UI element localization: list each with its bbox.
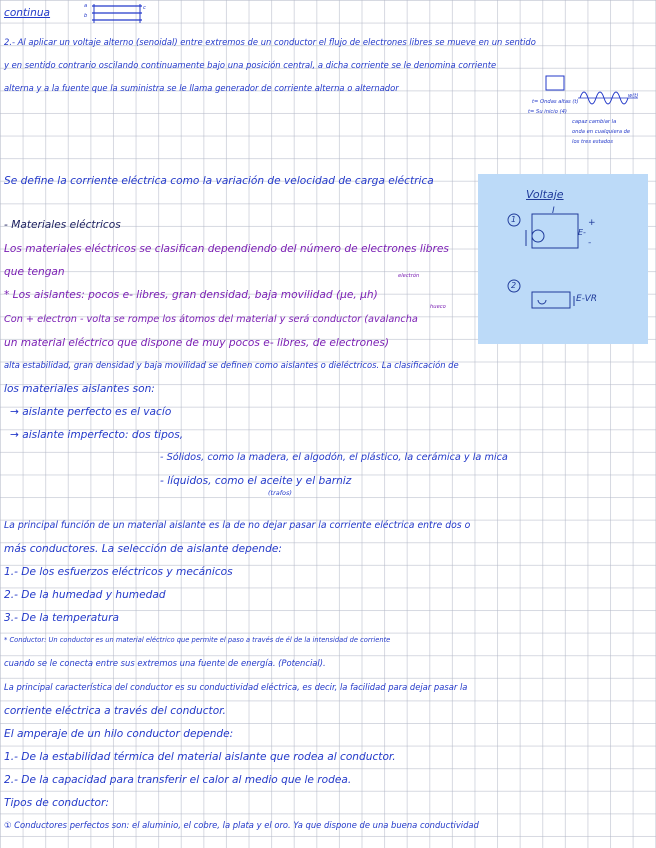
wave-note-left-2: t= Su inicio (4): [528, 109, 567, 115]
current-definition: Se define la corriente eléctrica como la variación de velocidad de carga eléctrica: [4, 175, 434, 187]
wave-note-right-2: onda en cualquiera de: [572, 129, 631, 135]
liquids-item: - líquidos, como el aceite y el barniz: [160, 475, 352, 487]
function-line-2: más conductores. La selección de aislante depende:: [4, 543, 282, 555]
wave-note-right-3: los tres estados: [572, 139, 613, 145]
circle-label-1: 1: [511, 215, 517, 224]
conductor-types: Tipos de conductor:: [4, 797, 109, 809]
voltage-diagram-panel: [478, 174, 648, 344]
circle-label-2: 2: [511, 281, 517, 290]
function-item-1: 1.- De los esfuerzos eléctricos y mecánicos: [4, 566, 233, 578]
note-hueco: hueco: [430, 304, 446, 310]
conductor-def-2: cuando se le conecta entre sus extremos una fuente de energía. (Potencial).: [4, 658, 326, 668]
marker-a: a: [84, 3, 88, 9]
note-electron: electrón: [398, 273, 420, 279]
materials-line-2: que tengan: [4, 266, 65, 278]
marker-c: c: [143, 5, 146, 11]
imperfect-insulator: → aislante imperfecto: dos tipos,: [10, 429, 184, 441]
generator-sine-wave-icon: [520, 72, 656, 112]
materials-blue-line-3: alta estabilidad, gran densidad y baja movilidad se definen como aislantes o dieléctricos. La clasificación de: [4, 360, 459, 370]
wave-note-left-1: t= Ondas altas (t): [532, 99, 579, 105]
ac-line-1: 2.- Al aplicar un voltaje alterno (senoidal) entre extremos de un conductor el flujo de electrones libres se mueve en un sentido: [4, 37, 536, 47]
current-symbol: I: [552, 206, 555, 216]
voltage-title: Voltaje: [526, 188, 564, 201]
continued-label: continua: [4, 7, 51, 19]
solids-item: - Sólidos, como la madera, el algodón, el plástico, la cerámica y la mica: [160, 452, 508, 463]
minus-sign: -: [588, 238, 592, 248]
ac-line-3: alterna y a la fuente que la suministra se le llama generador de corriente alterna o alternador: [4, 83, 399, 93]
materials-purple-line-1: Con + electron - volta se rompe los átomos del material y será conductor (avalancha: [4, 314, 418, 325]
conductor-char-2: corriente eléctrica a través del conductor.: [4, 705, 226, 717]
conductor-def-1: * Conductor: Un conductor es un material eléctrico que permite el paso a través de él de la intensidad de corriente: [4, 636, 391, 644]
ampacity-item-1: 1.- De la estabilidad térmica del material aislante que rodea al conductor.: [4, 751, 396, 763]
materials-line-1: Los materiales eléctricos se clasifican dependiendo del número de electrones libres: [4, 243, 449, 255]
triple-line-marker-icon: [82, 2, 162, 26]
materials-heading: - Materiales eléctricos: [4, 219, 121, 231]
marker-b: b: [84, 13, 88, 19]
perfect-insulator: → aislante perfecto es el vacío: [10, 406, 172, 418]
second-circuit-label: E-VR: [576, 294, 597, 304]
e-minus-label: E-: [578, 228, 586, 237]
ac-line-2: y en sentido contrario oscilando continuamente bajo una posición central, a dicha corriente se le denomina corriente: [4, 60, 497, 70]
materials-blue-line-4: los materiales aislantes son:: [4, 383, 155, 395]
conductor-char-1: La principal característica del conductor es su conductividad eléctrica, es decir, la facilidad para dejar pasar la: [4, 682, 468, 692]
function-item-2: 2.- De la humedad y humedad: [4, 589, 166, 601]
perfect-conductors: ① Conductores perfectos son: el aluminio, el cobre, la plata y el oro. Ya que dispone de una buena conductividad: [4, 820, 479, 830]
ampacity-line: El amperaje de un hilo conductor depende:: [4, 728, 234, 740]
insulators-line: * Los aislantes: pocos e- libres, gran densidad, baja movilidad (μe, μh): [4, 289, 378, 301]
function-line-1: La principal función de un material aislante es la de no dejar pasar la corriente eléctrica entre dos o: [4, 520, 471, 531]
voltage-circuit-diagram: [478, 174, 648, 344]
liquids-note: (trafos): [268, 489, 292, 497]
plus-sign: +: [588, 218, 596, 228]
wave-note-right-1: capaz cambiar la: [572, 119, 617, 125]
materials-purple-line-2: un material eléctrico que dispone de muy pocos e- libres, de electrones): [4, 337, 390, 349]
function-item-3: 3.- De la temperatura: [4, 612, 119, 624]
ampacity-item-2: 2.- De la capacidad para transferir el calor al medio que le rodea.: [4, 774, 352, 786]
wave-axis-label: w(t): [628, 93, 639, 99]
